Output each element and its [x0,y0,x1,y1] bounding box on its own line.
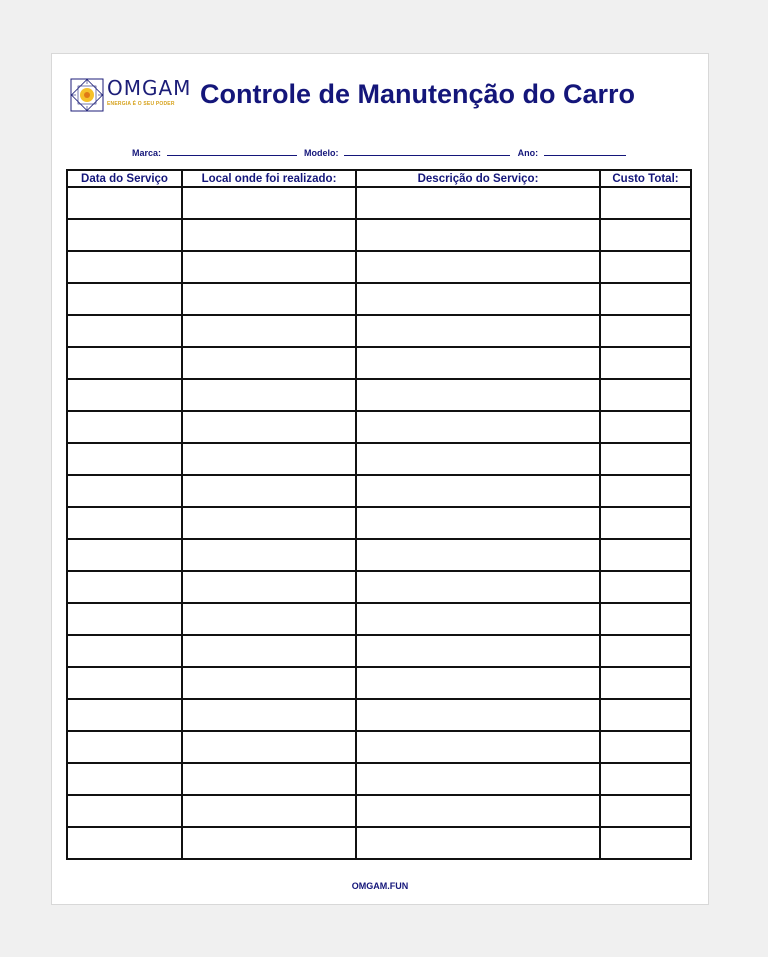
cell-cost[interactable] [600,827,691,859]
table-row [67,315,691,347]
cell-location[interactable] [182,731,356,763]
cell-location[interactable] [182,571,356,603]
cell-date[interactable] [67,347,182,379]
table-row [67,699,691,731]
cell-location[interactable] [182,667,356,699]
column-header-cost: Custo Total: [600,170,691,187]
cell-date[interactable] [67,635,182,667]
column-header-date: Data do Serviço [67,170,182,187]
marca-line[interactable] [167,146,297,156]
table-row [67,283,691,315]
cell-location[interactable] [182,795,356,827]
cell-cost[interactable] [600,763,691,795]
cell-cost[interactable] [600,603,691,635]
cell-date[interactable] [67,539,182,571]
cell-description[interactable] [356,443,600,475]
table-row [67,667,691,699]
ano-line[interactable] [544,146,626,156]
cell-location[interactable] [182,699,356,731]
cell-description[interactable] [356,539,600,571]
table-row [67,411,691,443]
table-row [67,731,691,763]
cell-location[interactable] [182,827,356,859]
cell-cost[interactable] [600,187,691,219]
cell-description[interactable] [356,827,600,859]
cell-cost[interactable] [600,571,691,603]
cell-date[interactable] [67,795,182,827]
cell-description[interactable] [356,347,600,379]
cell-date[interactable] [67,731,182,763]
marca-label: Marca: [132,148,162,158]
cell-description[interactable] [356,507,600,539]
table-row [67,475,691,507]
cell-date[interactable] [67,763,182,795]
cell-date[interactable] [67,571,182,603]
cell-date[interactable] [67,443,182,475]
table-row [67,219,691,251]
header-row [67,170,691,187]
vehicle-fields [132,146,631,158]
document-title: Controle de Manutenção do Carro [200,79,636,109]
cell-date[interactable] [67,603,182,635]
omgam-emblem-icon [70,78,104,112]
omgam-logo [70,76,192,116]
cell-cost[interactable] [600,379,691,411]
cell-cost[interactable] [600,315,691,347]
cell-location[interactable] [182,219,356,251]
cell-description[interactable] [356,731,600,763]
cell-cost[interactable] [600,635,691,667]
cell-location[interactable] [182,763,356,795]
form-page [51,53,709,905]
cell-date[interactable] [67,315,182,347]
cell-date[interactable] [67,411,182,443]
modelo-label: Modelo: [304,148,339,158]
cell-location[interactable] [182,603,356,635]
cell-description[interactable] [356,379,600,411]
cell-cost[interactable] [600,795,691,827]
cell-description[interactable] [356,475,600,507]
cell-description[interactable] [356,667,600,699]
cell-date[interactable] [67,507,182,539]
cell-description[interactable] [356,795,600,827]
table-row [67,507,691,539]
cell-cost[interactable] [600,219,691,251]
cell-cost[interactable] [600,475,691,507]
table-row [67,187,691,219]
table-row [67,347,691,379]
cell-description[interactable] [356,315,600,347]
column-header-description: Descrição do Serviço: [356,170,600,187]
form-header [70,74,690,114]
cell-date[interactable] [67,699,182,731]
cell-cost[interactable] [600,411,691,443]
table-row [67,635,691,667]
cell-cost[interactable] [600,251,691,283]
table-row [67,379,691,411]
cell-description[interactable] [356,699,600,731]
cell-description[interactable] [356,283,600,315]
cell-location[interactable] [182,251,356,283]
cell-description[interactable] [356,635,600,667]
column-header-location: Local onde foi realizado: [182,170,356,187]
cell-description[interactable] [356,187,600,219]
cell-description[interactable] [356,411,600,443]
cell-date[interactable] [67,219,182,251]
footer-url: OMGAM.FUN [351,881,409,891]
cell-location[interactable] [182,283,356,315]
table-row [67,763,691,795]
cell-location[interactable] [182,187,356,219]
cell-location[interactable] [182,347,356,379]
cell-description[interactable] [356,603,600,635]
cell-date[interactable] [67,187,182,219]
cell-description[interactable] [356,251,600,283]
maintenance-log-table [66,169,692,860]
table-row [67,603,691,635]
cell-cost[interactable] [600,699,691,731]
cell-cost[interactable] [600,667,691,699]
table-row [67,251,691,283]
cell-date[interactable] [67,667,182,699]
cell-date[interactable] [67,827,182,859]
table-row [67,827,691,859]
cell-location[interactable] [182,507,356,539]
cell-location[interactable] [182,635,356,667]
table-row [67,571,691,603]
cell-cost[interactable] [600,283,691,315]
cell-date[interactable] [67,283,182,315]
cell-cost[interactable] [600,443,691,475]
cell-location[interactable] [182,443,356,475]
cell-cost[interactable] [600,507,691,539]
cell-location[interactable] [182,315,356,347]
cell-location[interactable] [182,411,356,443]
cell-cost[interactable] [600,347,691,379]
cell-location[interactable] [182,475,356,507]
cell-location[interactable] [182,539,356,571]
logo-tagline: ENERGIA É O SEU PODER [107,101,175,107]
modelo-line[interactable] [344,146,510,156]
ano-label: Ano: [517,148,539,158]
table-row [67,539,691,571]
cell-description[interactable] [356,763,600,795]
table-row [67,443,691,475]
cell-description[interactable] [356,571,600,603]
logo-wordmark: OMGAM [107,76,192,100]
cell-cost[interactable] [600,539,691,571]
cell-cost[interactable] [600,731,691,763]
cell-location[interactable] [182,379,356,411]
log-body [67,187,691,859]
table-row [67,795,691,827]
cell-description[interactable] [356,219,600,251]
cell-date[interactable] [67,251,182,283]
cell-date[interactable] [67,475,182,507]
cell-date[interactable] [67,379,182,411]
